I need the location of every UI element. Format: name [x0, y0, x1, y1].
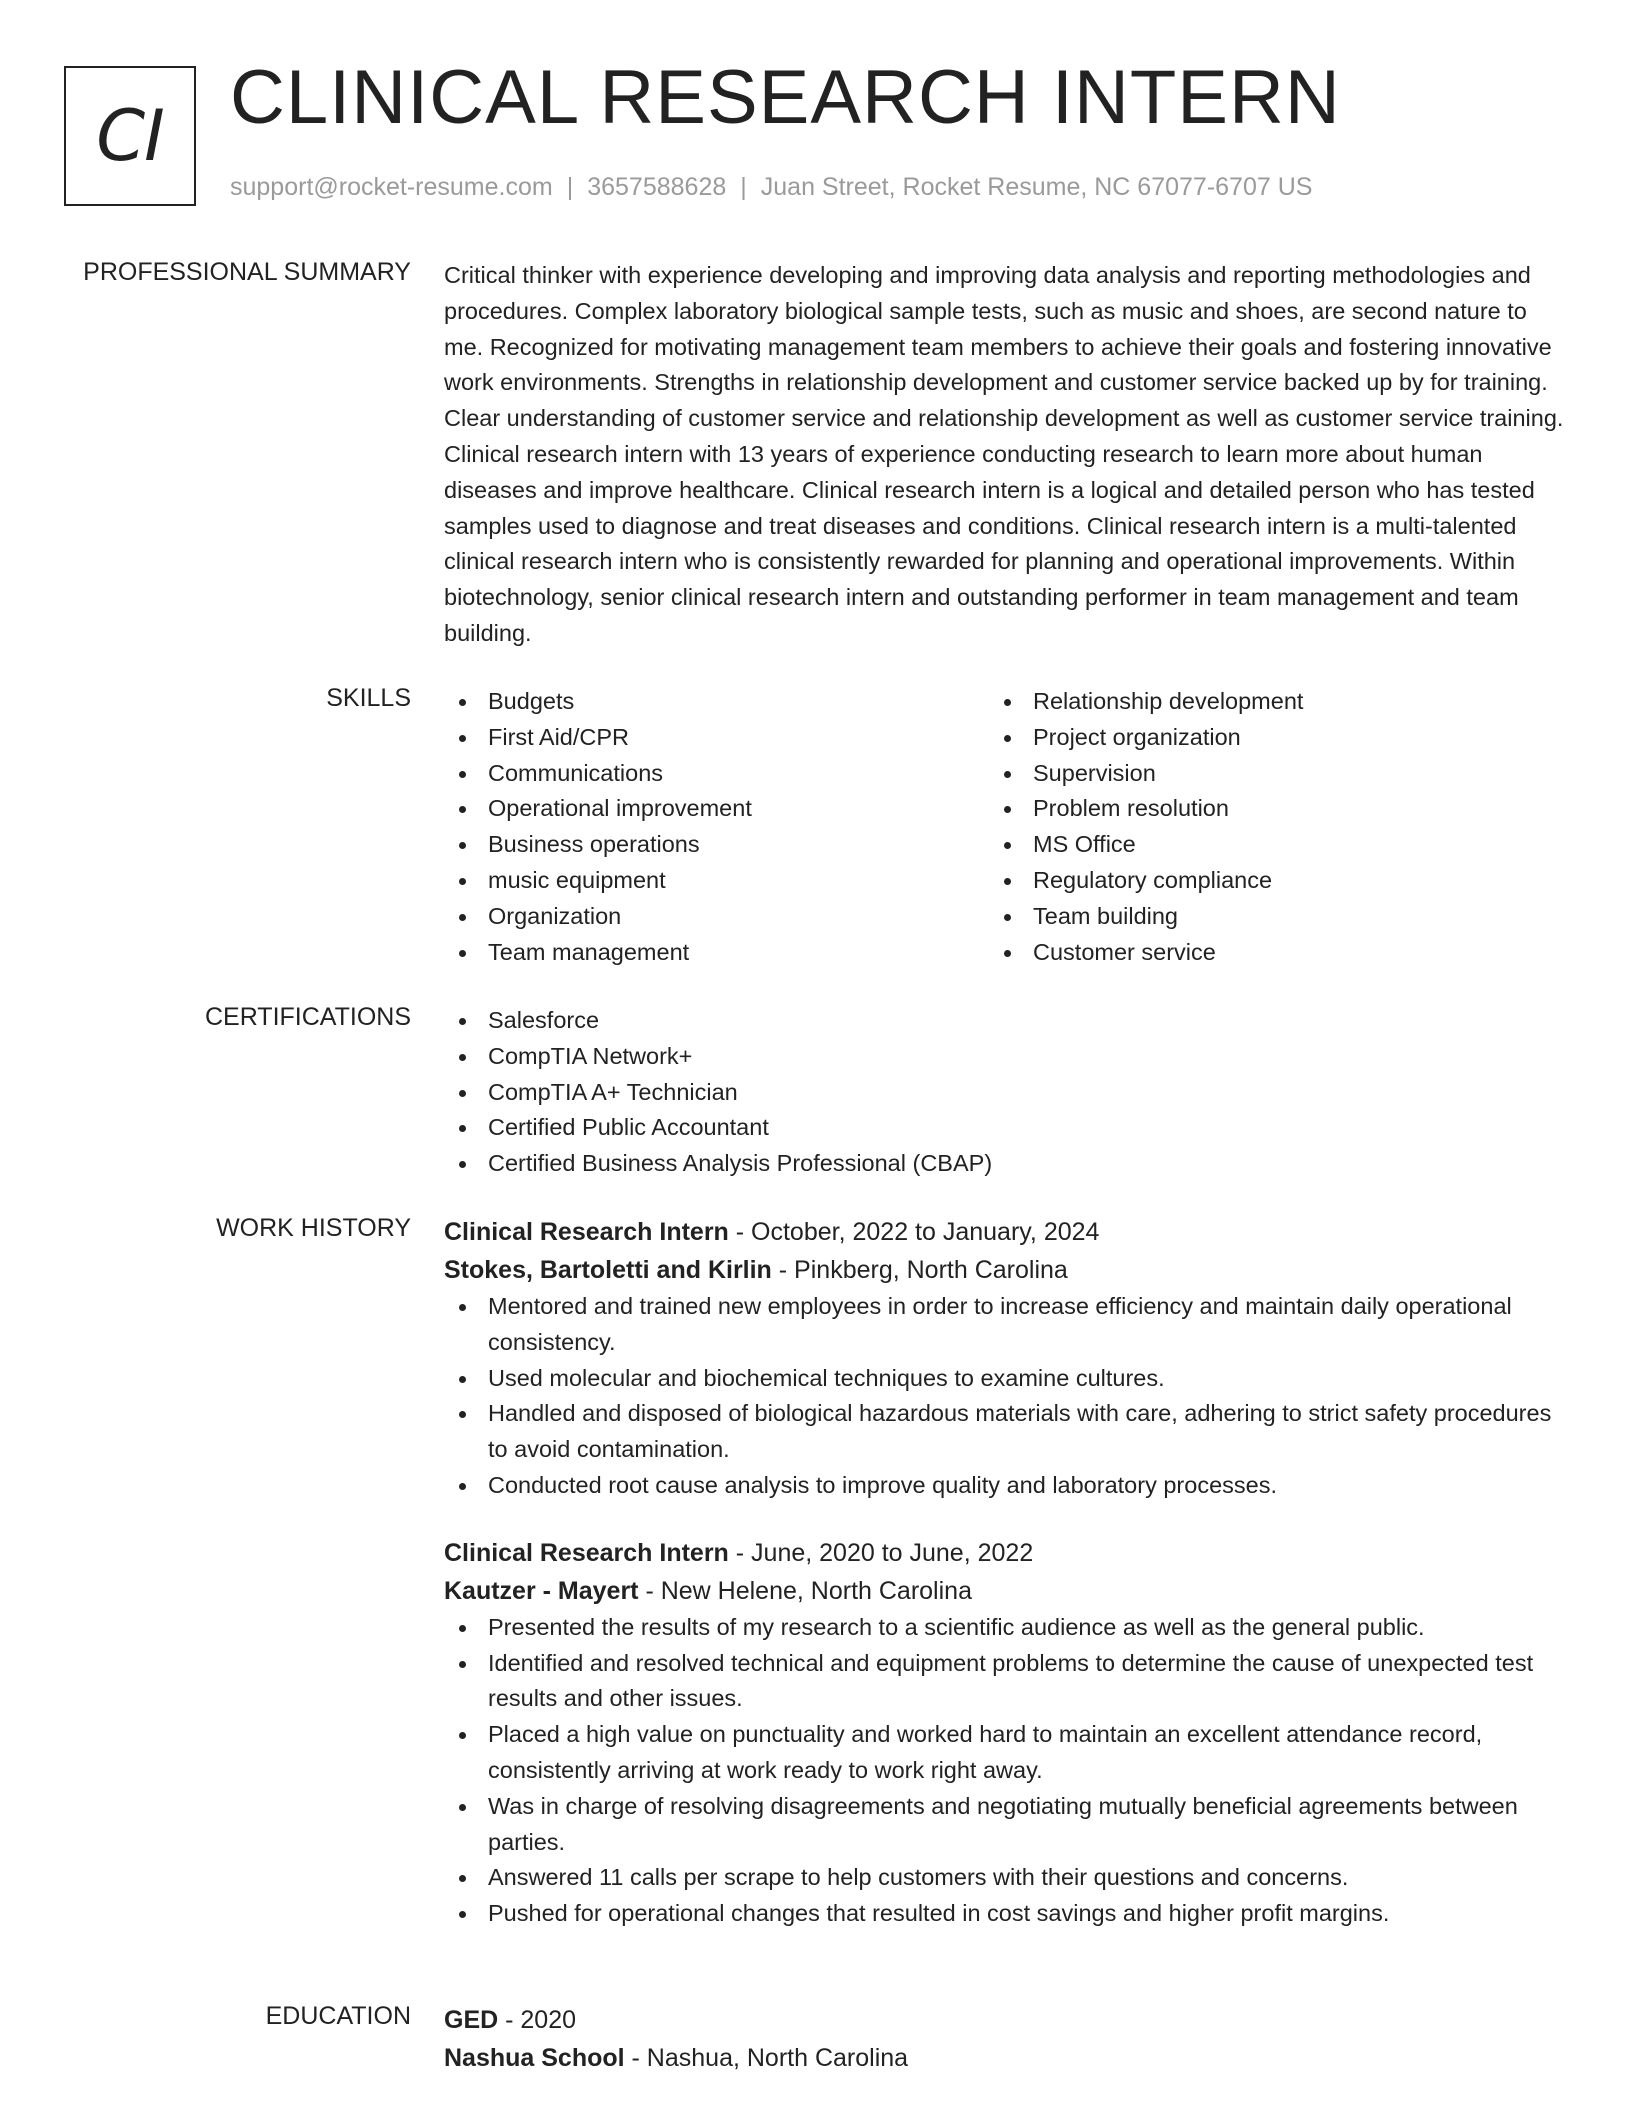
skills-list-left [444, 684, 989, 970]
education-school: Nashua School [444, 2044, 625, 2072]
skill-item: music equipment [444, 863, 989, 899]
certifications-heading: CERTIFICATIONS [204, 1003, 411, 1031]
education-location: - Nashua, North Carolina [624, 2044, 909, 2072]
work-history-list [444, 1213, 1564, 1962]
job-bullet: Pushed for operational changes that resulted in cost savings and higher profit margins. [444, 1896, 1564, 1932]
education-heading: EDUCATION [265, 2002, 411, 2030]
certifications-list [444, 1003, 1564, 1182]
job-location: - Pinkberg, North Carolina [771, 1256, 1068, 1284]
certification-item: Certified Public Accountant [444, 1110, 1564, 1146]
job-bullet: Conducted root cause analysis to improve quality and laboratory processes. [444, 1468, 1564, 1504]
job-title-line [444, 1534, 1564, 1572]
work-history-heading: WORK HISTORY [216, 1214, 411, 1242]
skill-item: Customer service [989, 935, 1534, 971]
resume-title: CLINICAL RESEARCH INTERN [230, 55, 1341, 140]
monogram-logo: CI [64, 66, 196, 206]
skill-item: Problem resolution [989, 791, 1534, 827]
job-company-line [444, 1572, 1564, 1610]
job-bullet: Mentored and trained new employees in order to increase efficiency and maintain daily operational consistency. [444, 1289, 1564, 1361]
job-bullet: Handled and disposed of biological hazardous materials with care, adhering to strict safety procedures to avoid contamination. [444, 1396, 1564, 1468]
skill-item: Communications [444, 756, 989, 792]
skills-list-right [989, 684, 1534, 970]
skill-item: Team building [989, 899, 1534, 935]
certification-item: CompTIA A+ Technician [444, 1075, 1564, 1111]
education-year: - 2020 [498, 2006, 577, 2034]
education-degree: GED [444, 2006, 499, 2034]
job-bullet-list [444, 1610, 1564, 1932]
skill-item: Business operations [444, 827, 989, 863]
contact-email[interactable]: support@rocket-resume.com [230, 173, 553, 201]
skill-item: Regulatory compliance [989, 863, 1534, 899]
education-degree-line [444, 2001, 1564, 2039]
job-dates: - June, 2020 to June, 2022 [728, 1538, 1034, 1567]
job-title-line [444, 1213, 1564, 1251]
skill-item: Operational improvement [444, 791, 989, 827]
skill-item: Team management [444, 935, 989, 971]
job-bullet: Answered 11 calls per scrape to help customers with their questions and concerns. [444, 1860, 1564, 1896]
certification-item: Salesforce [444, 1003, 1564, 1039]
skill-item: Project organization [989, 720, 1534, 756]
job-title: Clinical Research Intern [444, 1538, 729, 1567]
job-company-line [444, 1251, 1564, 1289]
skill-item: First Aid/CPR [444, 720, 989, 756]
contact-address: Juan Street, Rocket Resume, NC 67077-6707 US [760, 173, 1313, 201]
skill-item: Supervision [989, 756, 1534, 792]
job-bullet: Identified and resolved technical and equipment problems to determine the cause of unexpected test results and other issues. [444, 1646, 1564, 1718]
summary-text: Critical thinker with experience developing and improving data analysis and reporting methodologies and procedures. Complex laboratory biological sample tests, such as music and shoes, are second nature to me. Recognized for motivating management team members to achieve their goals and fostering innovative work environments. Strengths in relationship development and customer service backed up by for training. Clear understanding of customer service and relationship development as well as customer service training. Clinical research intern with 13 years of experience conducting research to learn more about human diseases and improve healthcare. Clinical research intern is a logical and detailed person who has tested samples used to diagnose and treat diseases and conditions. Clinical research intern is a multi-talented clinical research intern who is consistently rewarded for planning and operational improvements. Within biotechnology, senior clinical research intern and outstanding performer in team management and team building. [444, 262, 1564, 646]
job-entry [444, 1534, 1564, 1932]
job-bullet: Was in charge of resolving disagreements and negotiating mutually beneficial agreements between parties. [444, 1789, 1564, 1861]
job-bullet-list [444, 1289, 1564, 1504]
skill-item: Budgets [444, 684, 989, 720]
contact-phone[interactable]: 3657588628 [587, 173, 727, 201]
skill-item: Organization [444, 899, 989, 935]
job-dates: - October, 2022 to January, 2024 [728, 1218, 1100, 1246]
job-bullet: Placed a high value on punctuality and worked hard to maintain an excellent attendance record, consistently arriving at work ready to work right away. [444, 1717, 1564, 1789]
job-bullet: Used molecular and biochemical techniques to examine cultures. [444, 1361, 1564, 1397]
certification-item: CompTIA Network+ [444, 1039, 1564, 1075]
job-bullet: Presented the results of my research to a scientific audience as well as the general public. [444, 1610, 1564, 1646]
skill-item: Relationship development [989, 684, 1534, 720]
education-school-line [444, 2039, 1564, 2077]
job-company: Stokes, Bartoletti and Kirlin [444, 1256, 772, 1284]
skill-item: MS Office [989, 827, 1534, 863]
summary-heading: PROFESSIONAL SUMMARY [83, 258, 411, 286]
job-company: Kautzer - Mayert [444, 1576, 639, 1605]
certification-item: Certified Business Analysis Professional (CBAP) [444, 1146, 1564, 1182]
contact-line [230, 173, 1312, 202]
job-location: - New Helene, North Carolina [638, 1576, 972, 1605]
job-title: Clinical Research Intern [444, 1218, 729, 1246]
contact-separator: | [740, 173, 747, 201]
job-entry [444, 1213, 1564, 1504]
contact-separator: | [566, 173, 574, 201]
skills-heading: SKILLS [326, 684, 411, 712]
